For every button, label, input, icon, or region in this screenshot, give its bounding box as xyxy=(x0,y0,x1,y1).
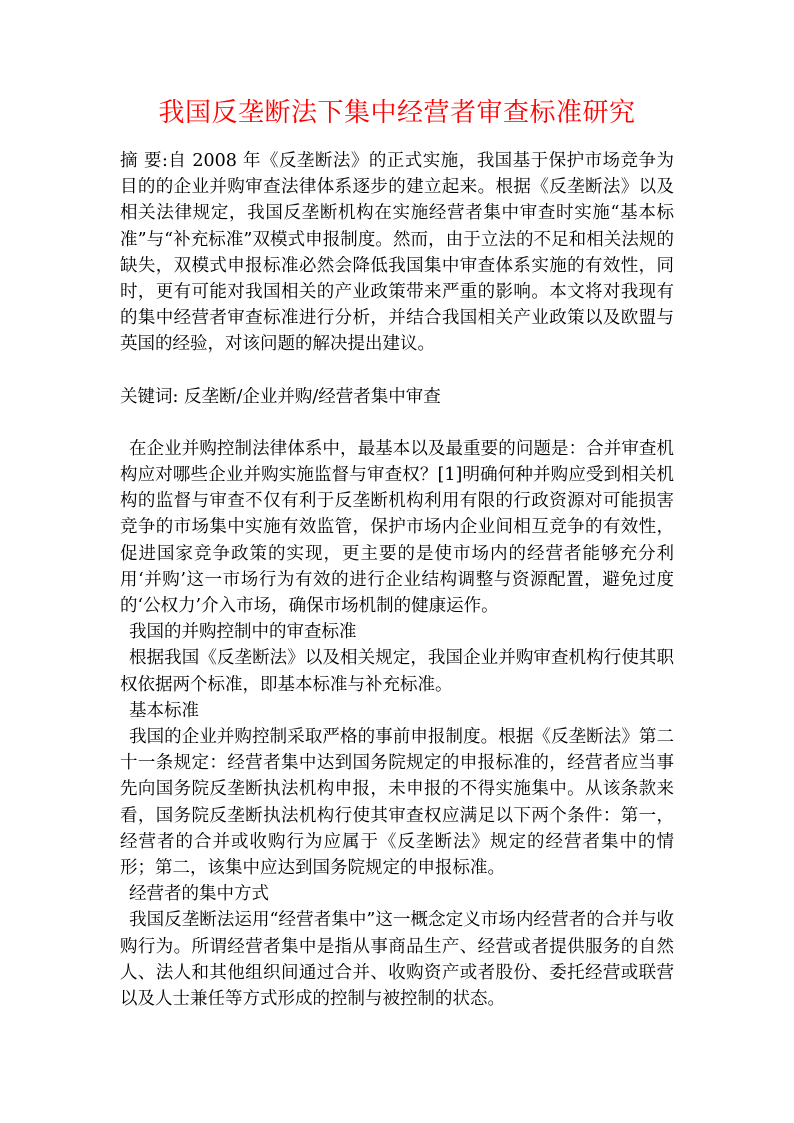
body-paragraph-2: 根据我国《反垄断法》以及相关规定，我国企业并购审查机构行使其职权依据两个标准，即基本标准与补充标准。 xyxy=(120,648,674,695)
document-content xyxy=(120,148,674,1012)
document-title: 我国反垄断法下集中经营者审查标准研究 xyxy=(158,98,636,128)
keywords-paragraph xyxy=(120,384,674,410)
abstract-text: 自 2008 年《反垄断法》的正式实施，我国基于保护市场竞争为目的的企业并购审查法律体系逐步的建立起来。根据《反垄断法》以及相关法律规定，我国反垄断机构在实施经营者集中审查时实施“基本标准”与“补充标准”双模式申报制度。然而，由于立法的不足和相关法规的缺失，双模式申报标准必然会降低我国集中审查体系实施的有效性，同时，更有可能对我国相关的产业政策带来严重的影响。本文将对我现有的集中经营者审查标准进行分析，并结合我国相关产业政策以及欧盟与英国的经验，对该问题的解决提出建议。 xyxy=(120,151,674,355)
spacer xyxy=(120,410,674,436)
keywords-label: 关键词: xyxy=(120,386,179,407)
body-paragraph-1: 在企业并购控制法律体系中，最基本以及最重要的问题是：合并审查机构应对哪些企业并购实施监督与审查权？[1]明确何种并购应受到相关机构的监督与审查不仅有利于反垄断机构利用有限的行政资源对可能损害竞争的市场集中实施有效监管，保护市场内企业间相互竞争的有效性，促进国家竞争政策的实现，更主要的是使市场内的经营者能够充分利用‘并购’这一市场行为有效的进行企业结构调整与资源配置，避免过度的‘公权力’介入市场，确保市场机制的健康运作。 xyxy=(120,438,674,617)
body-paragraph-3: 我国的企业并购控制采取严格的事前申报制度。根据《反垄断法》第二十一条规定：经营者集中达到国务院规定的申报标准的，经营者应当事先向国务院反垄断执法机构申报，未申报的不得实施集中。从该条款来看，国务院反垄断执法机构行使其审查权应满足以下两个条件：第一，经营者的合并或收购行为应属于《反垄断法》规定的经营者集中的情形；第二，该集中应达到国务院规定的申报标准。 xyxy=(120,727,674,879)
body-paragraph-4: 我国反垄断法运用“经营者集中”这一概念定义市场内经营者的合并与收购行为。所谓经营者集中是指从事商品生产、经营或者提供服务的自然人、法人和其他组织间通过合并、收购资产或者股份、委托经营或联营以及人士兼任等方式形成的控制与被控制的状态。 xyxy=(120,910,674,1010)
section-heading-concentration-methods: 经营者的集中方式 xyxy=(129,884,269,905)
abstract-label: 摘 要: xyxy=(120,151,168,171)
spacer xyxy=(120,358,674,384)
section-heading-basic-standard: 基本标准 xyxy=(129,700,199,721)
keywords-text: 反垄断/企业并购/经营者集中审查 xyxy=(183,386,441,407)
section-heading-review-standards: 我国的并购控制中的审查标准 xyxy=(129,622,357,643)
abstract-paragraph xyxy=(120,148,674,358)
